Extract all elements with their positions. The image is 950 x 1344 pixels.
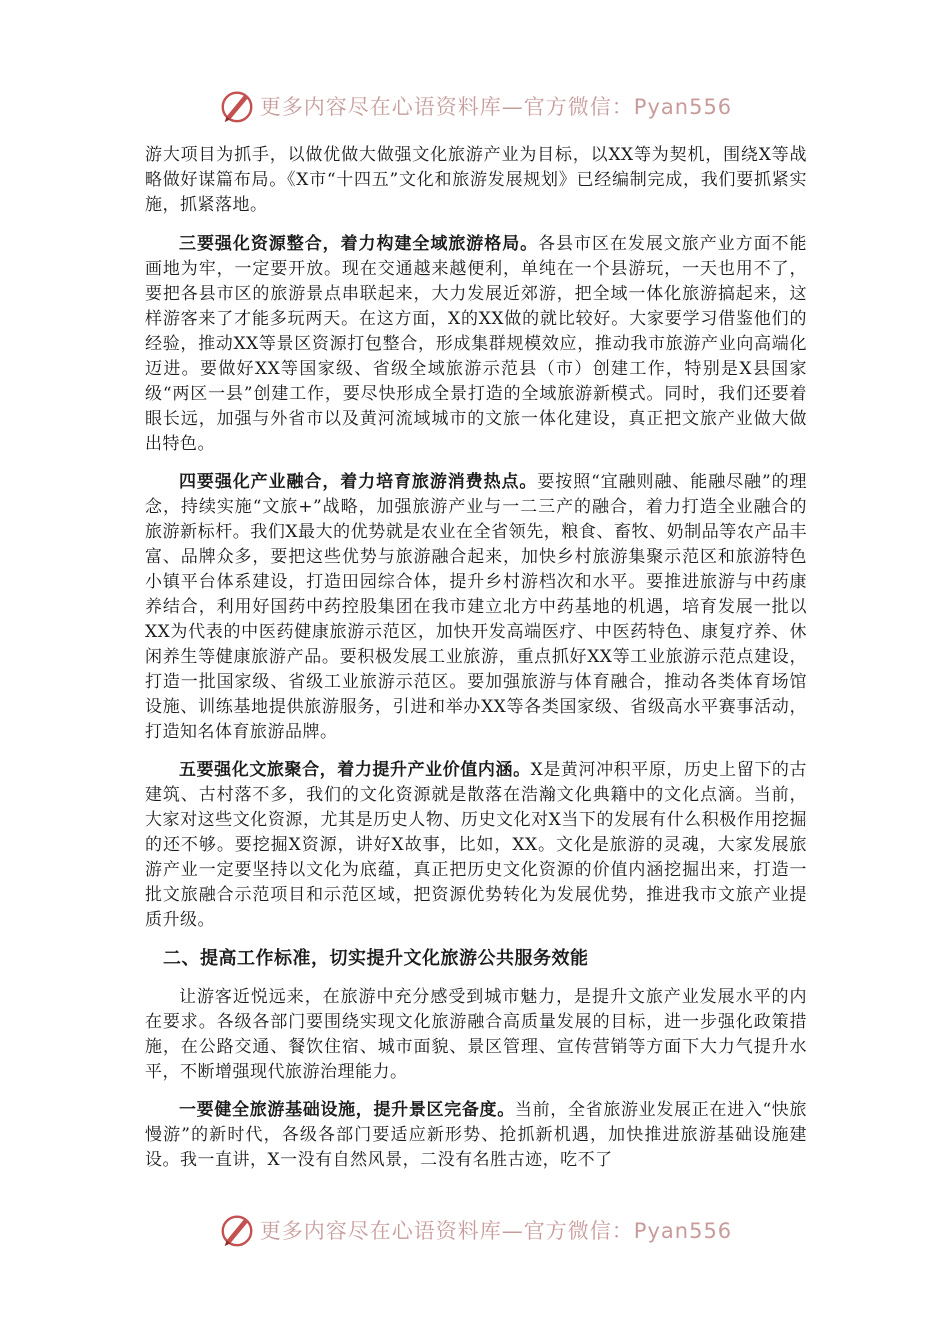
pen-logo-icon [218, 1211, 256, 1249]
paragraph-industry-fusion [145, 470, 807, 745]
paragraph-service-intro: 让游客近悦远来，在旅游中充分感受到城市魅力，是提升文旅产业发展水平的内在要求。各级各部门要围绕实现文化旅游融合高质量发展的目标，进一步强化政策措施，在公路交通、餐饮住宿、城市面貌、景区管理、宣传营销等方面下大力气提升水平，不断增强现代旅游治理能力。 [145, 987, 807, 1082]
paragraph-lead: 三要强化资源整合，着力构建全域旅游格局。 [179, 234, 539, 254]
paragraph-lead: 四要强化产业融合，着力培育旅游消费热点。 [179, 472, 538, 492]
section-heading: 二、提高工作标准，切实提升文化旅游公共服务效能 [163, 948, 589, 969]
paragraph-body: X是黄河冲积平原，历史上留下的古建筑、古村落不多，我们的文化资源就是散落在浩瀚文化典籍中的文化点滴。当前，大家对这些文化资源，尤其是历史人物、历史文化对X当下的发展有什么积极作用挖掘的还不够。要挖掘X资源，讲好X故事，比如，XX。文化是旅游的灵魂，大家发展旅游产业一定要坚持以文化为底蕴，真正把历史文化资源的价值内涵挖掘出来，打造一批文旅融合示范项目和示范区域，把资源优势转化为发展优势，推进我市文旅产业提质升级。 [145, 760, 807, 930]
paragraph-body: 要按照“宜融则融、能融尽融”的理念，持续实施“文旅+”战略，加强旅游产业与一二三产的融合，着力打造全业融合的旅游新标杆。我们X最大的优势就是农业在全省领先，粮食、畜牧、奶制品等农产品丰富、品牌众多，要把这些优势与旅游融合起来，加快乡村旅游集聚示范区和旅游特色小镇平台体系建设，打造田园综合体，提升乡村游档次和水平。要推进旅游与中药康养结合，利用好国药中药控股集团在我市建立北方中药基地的机遇，培育发展一批以XX为代表的中医药健康旅游示范区，加快开发高端医疗、中医药特色、康复疗养、休闲养生等健康旅游产品。要积极发展工业旅游，重点抓好XX等工业旅游示范点建设，打造一批国家级、省级工业旅游示范区。要加强旅游与体育融合，推动各类体育场馆设施、训练基地提供旅游服务，引进和举办XX等各类国家级、省级高水平赛事活动，打造知名体育旅游品牌。 [145, 472, 808, 742]
paragraph-body: 各县市区在发展文旅产业方面不能画地为牢，一定要开放。现在交通越来越便利，单纯在一个县游玩，一天也用不了，要把各县市区的旅游景点串联起来，大力发展近郊游，把全域一体化旅游搞起来，这样游客来了才能多玩两天。在这方面，X的XX做的就比较好。大家要学习借鉴他们的经验，推动XX等景区资源打包整合，形成集群规模效应，推动我市旅游产业向高端化迈进。要做好XX等国家级、省级全域旅游示范县（市）创建工作，特别是X县国家级“两区一县”创建工作，要尽快形成全景打造的全域旅游新模式。同时，我们还要着眼长远，加强与外省市以及黄河流域城市的文旅一体化建设，真正把文旅产业做大做出特色。 [145, 234, 808, 454]
paragraph-infrastructure [145, 1098, 807, 1173]
header-watermark-banner [0, 86, 950, 126]
document-body [145, 143, 807, 1186]
paragraph-body: 当前，全省旅游业发展正在进入“快旅慢游”的新时代，各级各部门要适应新形势、抢抓新机遇，加快推进旅游基础设施建设。我一直讲，X一没有自然风景，二没有名胜古迹，吃不了 [145, 1100, 807, 1170]
watermark-text: 更多内容尽在心语资料库—官方微信：Pyan556 [259, 95, 733, 119]
paragraph-resource-integration [145, 232, 807, 457]
paragraph-lead: 五要强化文旅聚合，着力提升产业价值内涵。 [179, 760, 531, 780]
footer-watermark-banner [0, 1210, 950, 1250]
paragraph-culture-tourism [145, 758, 807, 933]
paragraph-lead: 一要健全旅游基础设施，提升景区完备度。 [179, 1100, 515, 1120]
paragraph-continuation: 游大项目为抓手，以做优做大做强文化旅游产业为目标，以XX等为契机，围绕X等战略做好谋篇布局。《X市“十四五”文化和旅游发展规划》已经编制完成，我们要抓紧实施，抓紧落地。 [145, 145, 807, 215]
pen-logo-icon [218, 87, 256, 125]
watermark-text: 更多内容尽在心语资料库—官方微信：Pyan556 [259, 1219, 733, 1243]
